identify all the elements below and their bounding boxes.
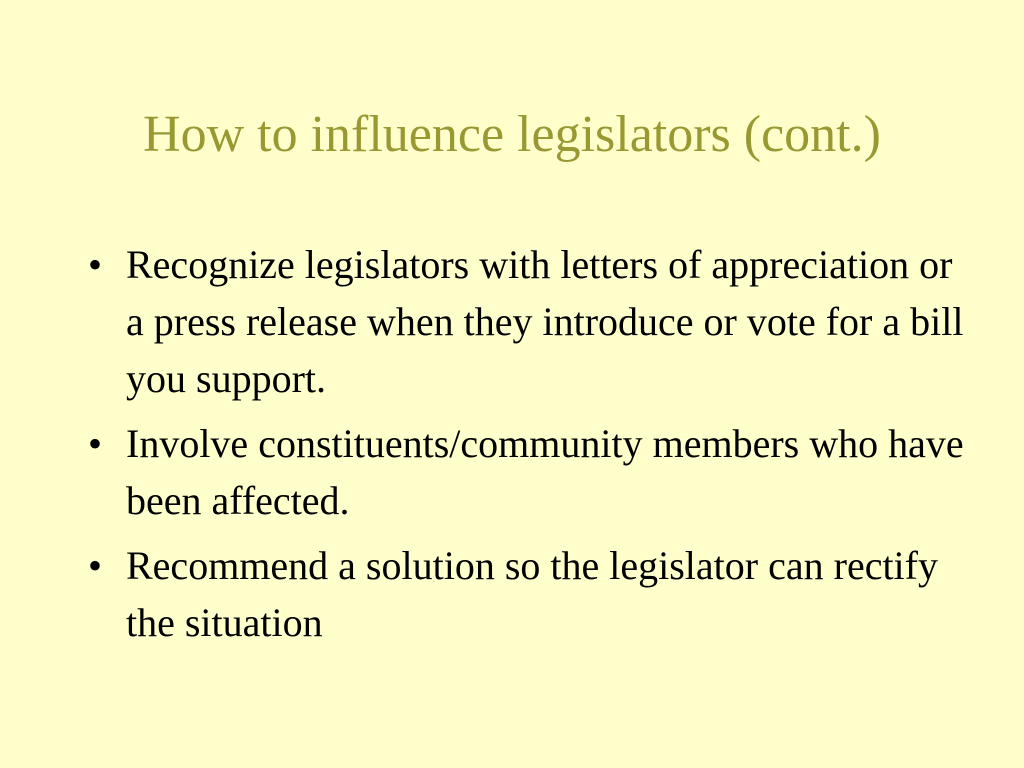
bullet-item bbox=[88, 415, 968, 529]
bullet-text: Recognize legislators with letters of appreciation or a press release when they introduce or vote for a bill you support. bbox=[126, 242, 964, 401]
bullet-item bbox=[88, 537, 968, 651]
bullet-marker: • bbox=[88, 543, 103, 588]
bullet-text: Recommend a solution so the legislator can rectify the situation bbox=[126, 543, 938, 645]
bullet-item bbox=[88, 236, 968, 407]
slide-title: How to influence legislators (cont.) bbox=[143, 106, 881, 163]
bullet-text: Involve constituents/community members who have been affected. bbox=[126, 421, 964, 523]
bullet-list bbox=[88, 236, 968, 659]
bullet-marker: • bbox=[88, 421, 103, 466]
bullet-marker: • bbox=[88, 242, 103, 287]
